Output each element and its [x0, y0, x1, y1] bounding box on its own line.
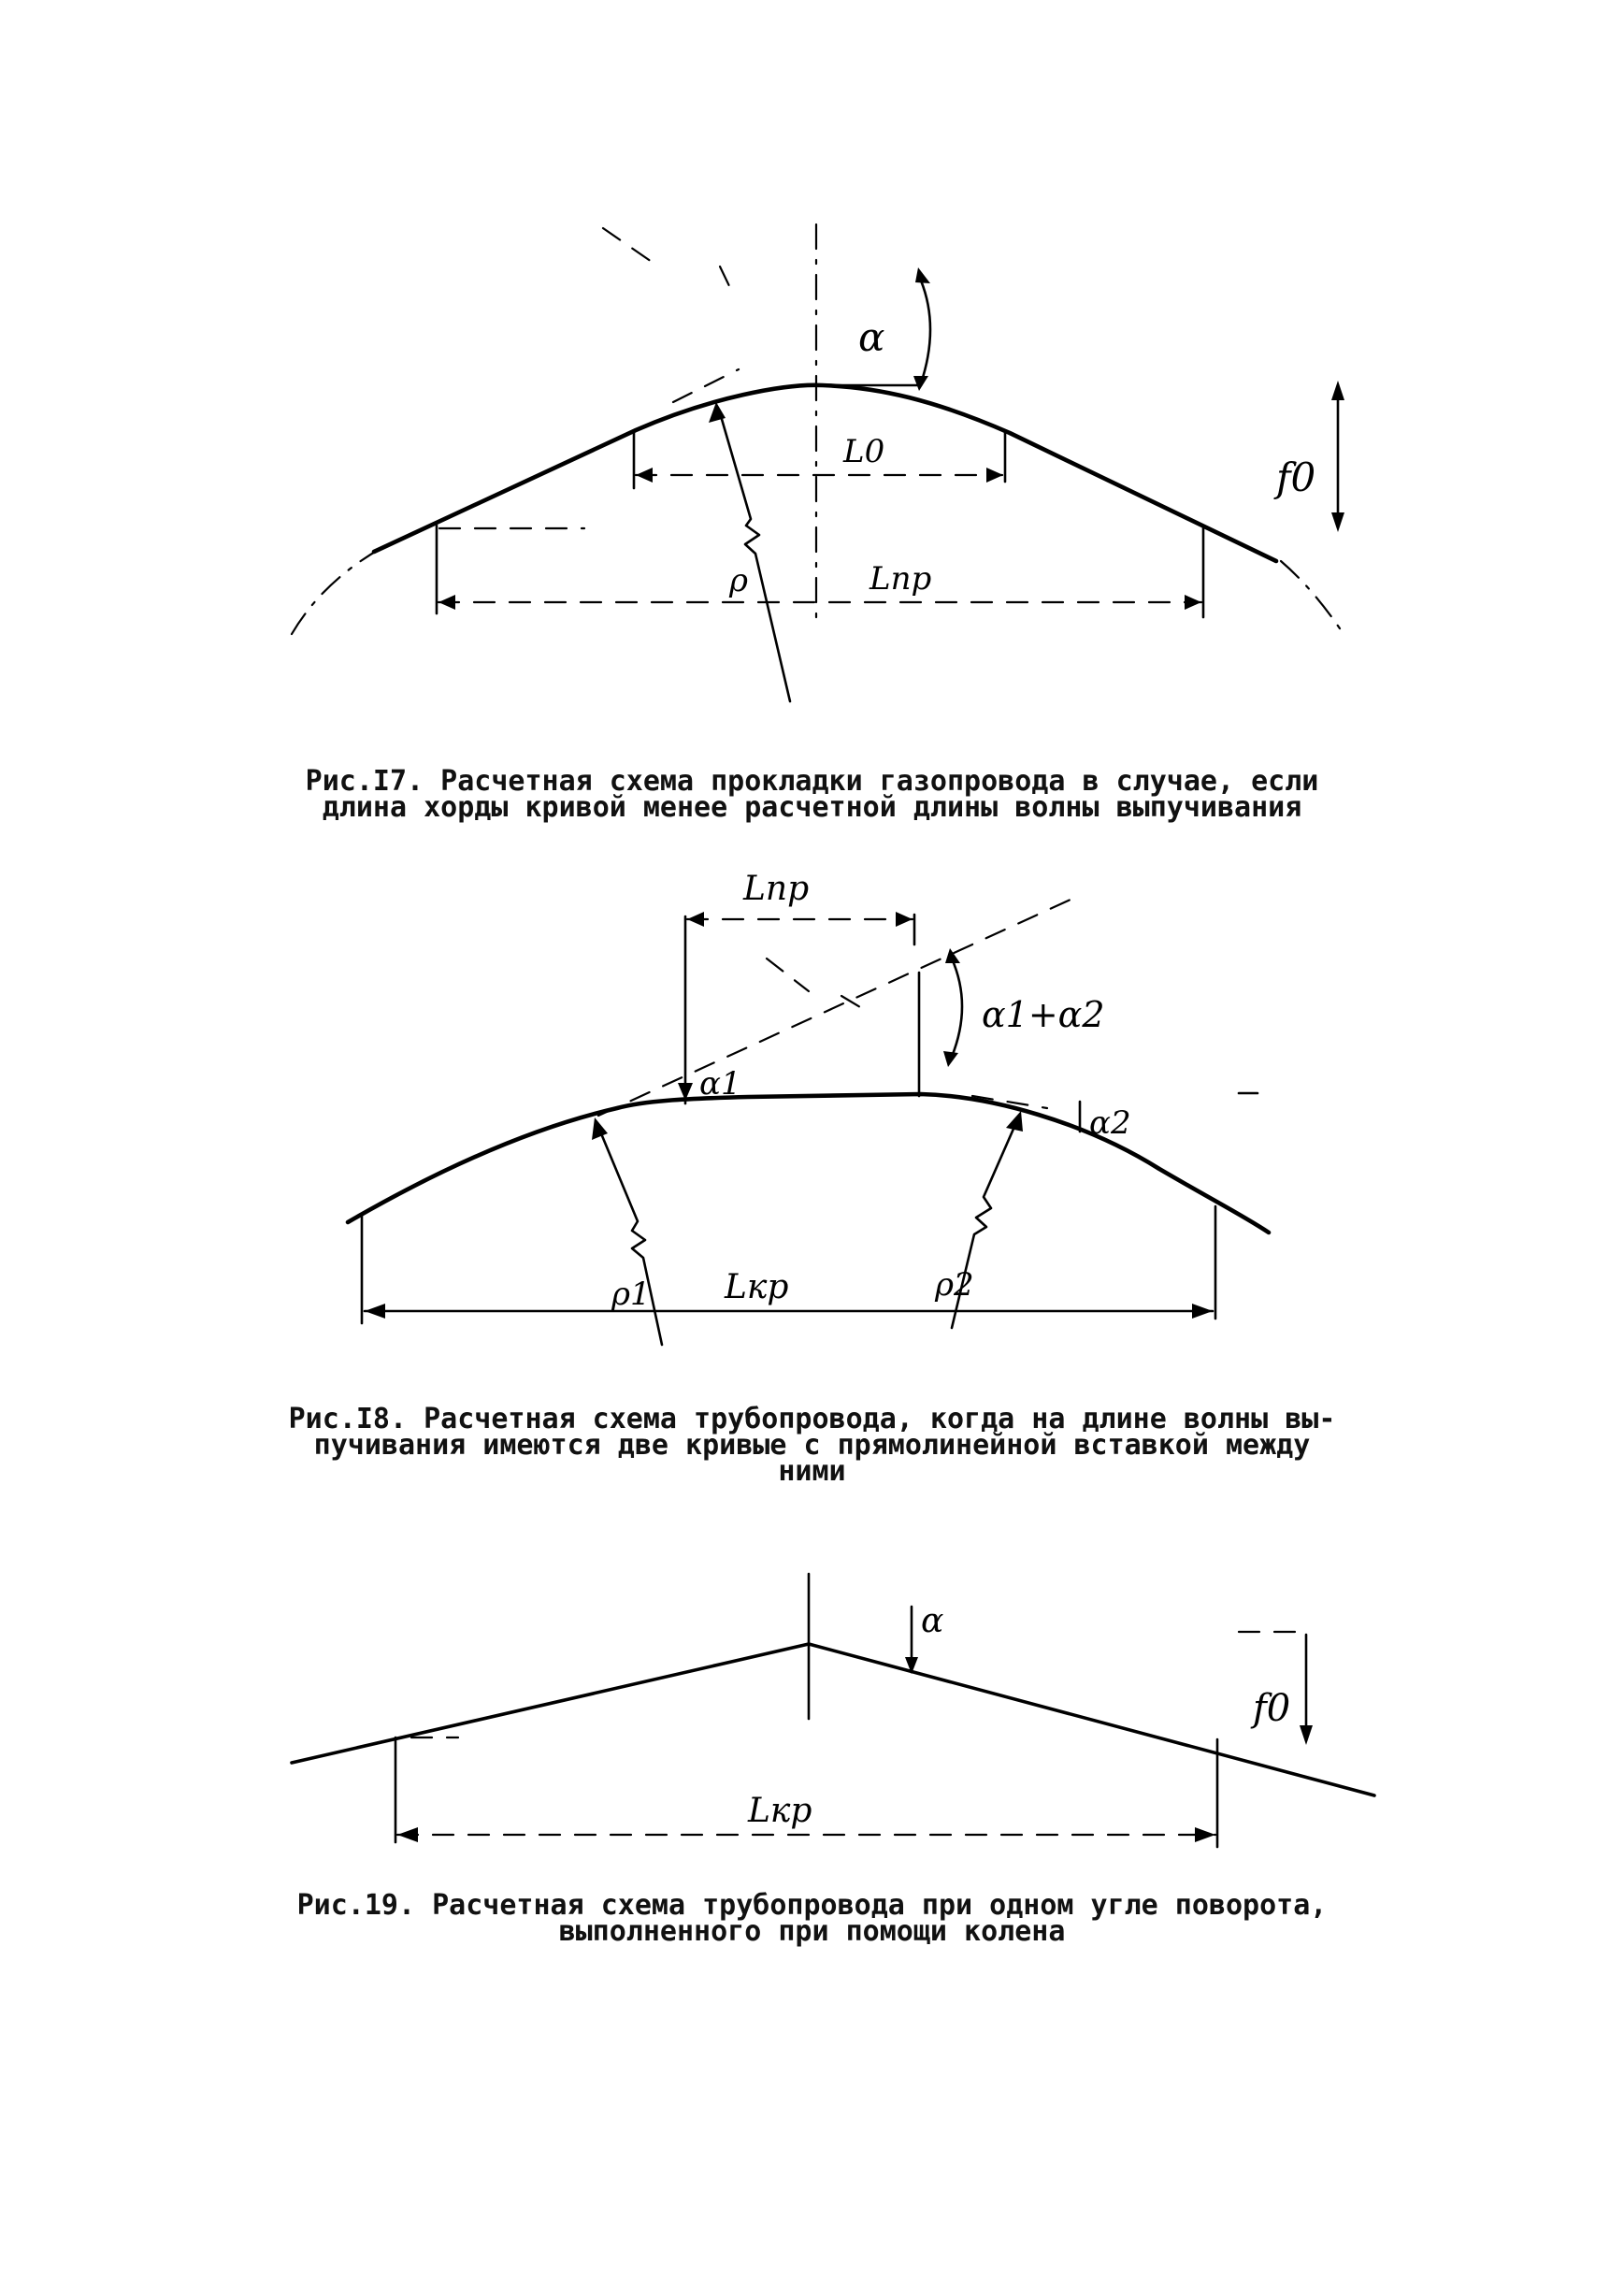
fig19-f0-arrow — [1300, 1725, 1313, 1745]
fig18-alpha-sum-label: α1+α2 — [982, 994, 1105, 1035]
fig19-alpha-label: α — [921, 1602, 944, 1640]
fig19-pipeline — [292, 1644, 1374, 1795]
fig17-rho-label: ρ — [729, 562, 748, 599]
fig19-Lkp-arrow-left — [397, 1827, 418, 1842]
fig19-Lkp-arrow-right — [1195, 1827, 1215, 1842]
fig18-alpha2-label: α2 — [1089, 1104, 1131, 1142]
fig18-rho1-label: ρ1 — [611, 1276, 651, 1313]
fig18-rho2-label: ρ2 — [935, 1266, 974, 1304]
fig19-f0-label: f0 — [1253, 1687, 1291, 1730]
fig17-L0-label: L0 — [843, 433, 885, 470]
fig18-Lnp-label: Lпр — [743, 870, 810, 908]
figure-19-caption: Рис.19. Расчетная схема трубопровода при одном угле поворота, выполненного при помощи колена — [296, 1889, 1328, 1948]
figure-18-caption: Рис.I8. Расчетная схема трубопровода, когда на длине волны вы- пучивания имеются две кривые с прямолинейной вставкой между ними — [288, 1403, 1336, 1488]
fig17-Lnp-label: Lпр — [869, 560, 932, 598]
figure-17-caption: Рис.I7. Расчетная схема прокладки газопровода в случае, если длина хорды кривой менее расчетной длины волны выпучивания — [305, 765, 1319, 824]
fig17-f0-label: f0 — [1276, 454, 1316, 500]
fig18-alpha1-label: α1 — [699, 1065, 741, 1103]
fig17-alpha-label: α — [858, 314, 885, 360]
fig18-Lkp-label: Lкр — [725, 1268, 789, 1306]
fig19-Lkp-label: Lкр — [748, 1792, 812, 1830]
